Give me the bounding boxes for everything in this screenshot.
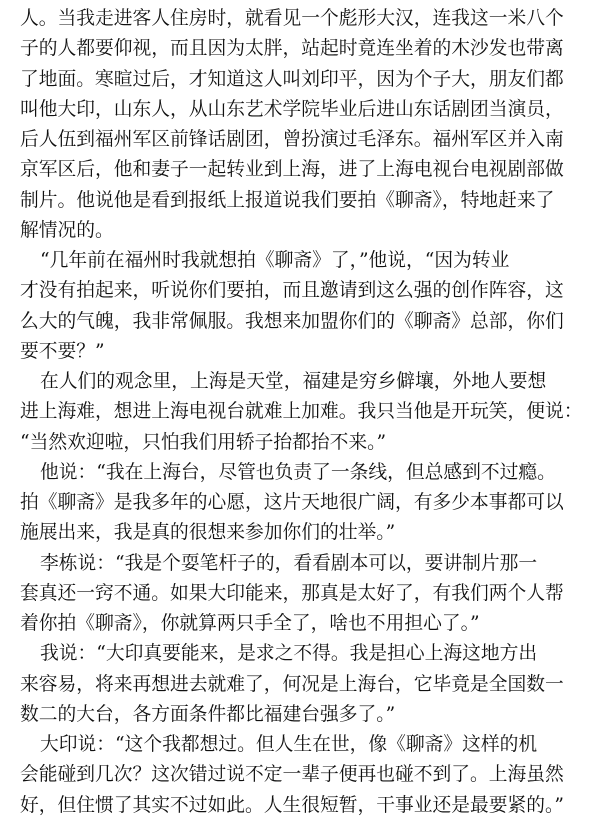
text-line: “当然欢迎啦，只怕我们用轿子抬都抬不来。”: [20, 431, 387, 453]
text-line: 拍《聊斋》是我多年的心愿，这片天地很广阔，有多少本事都可以: [20, 492, 564, 514]
text-line: 在人们的观念里，上海是天堂，福建是穷乡僻壤，外地人要想: [40, 371, 547, 393]
text-line: 了地面。寒暄过后，才知道这人叫刘印平，因为个子大，朋友们都: [20, 68, 564, 90]
text-line: 京军区后，他和妻子一起转业到上海，进了上海电视台电视剧部做: [20, 159, 564, 181]
text-line: 后人伍到福州军区前锋话剧团，曾扮演过毛泽东。福州军区并入南: [20, 129, 564, 151]
text-line: 叫他大印，山东人，从山东艺术学院毕业后进山东话剧团当演员，: [20, 98, 564, 120]
text-line: 李栋说：“我是个耍笔杆子的，看看剧本可以，要讲制片那一: [40, 552, 538, 574]
text-line: 子的人都要仰视，而且因为太胖，站起时竟连坐着的木沙发也带离: [20, 38, 564, 60]
text-line: 数二的大台，各方面条件都比福建台强多了。”: [20, 703, 396, 725]
text-line: 才没有拍起来，听说你们要拍，而且邀请到这么强的创作阵容，这: [20, 280, 564, 302]
text-line: 着你拍《聊斋》，你就算两只手全了，啥也不用担心了。”: [20, 613, 480, 635]
text-line: 我说：“大印真要能来，是求之不得。我是担心上海这地方出: [40, 643, 538, 665]
text-line: 大印说：“这个我都想过。但人生在世，像《聊斋》这样的机: [40, 734, 538, 756]
text-line: 人。当我走进客人住房时，就看见一个彪形大汉，连我这一米八个: [20, 8, 564, 29]
text-line: 会能碰到几次？这次错过说不定一辈子便再也碰不到了。上海虽然: [20, 764, 564, 786]
text-line: 他说：“我在上海台，尽管也负责了一条线，但总感到不过瘾。: [40, 461, 556, 483]
text-line: 么大的气魄，我非常佩服。我想来加盟你们的《聊斋》总部，你们: [20, 310, 564, 332]
text-line: 施展出来，我是真的很想来参加你们的壮举。”: [20, 522, 396, 544]
text-line: 套真还一窍不通。如果大印能来，那真是太好了，有我们两个人帮: [20, 582, 564, 604]
text-line: 进上海难，想进上海电视台就难上加难。我只当他是开玩笑，便说：: [20, 401, 583, 423]
text-line: 制片。他说他是看到报纸上报道说我们要拍《聊斋》，特地赶来了: [20, 189, 555, 211]
text-line: 好，但住惯了其实不过如此。人生很短暂，干事业还是最要紧的。”: [20, 794, 564, 816]
text-line: 解情况的。: [20, 219, 114, 241]
text-line: “几年前在福州时我就想拍《聊斋》了，”他说，“因为转业: [40, 250, 510, 272]
text-line: 来容易，将来再想进去就难了，何况是上海台，它毕竟是全国数一: [20, 673, 564, 695]
text-line: 要不要？”: [20, 340, 105, 362]
